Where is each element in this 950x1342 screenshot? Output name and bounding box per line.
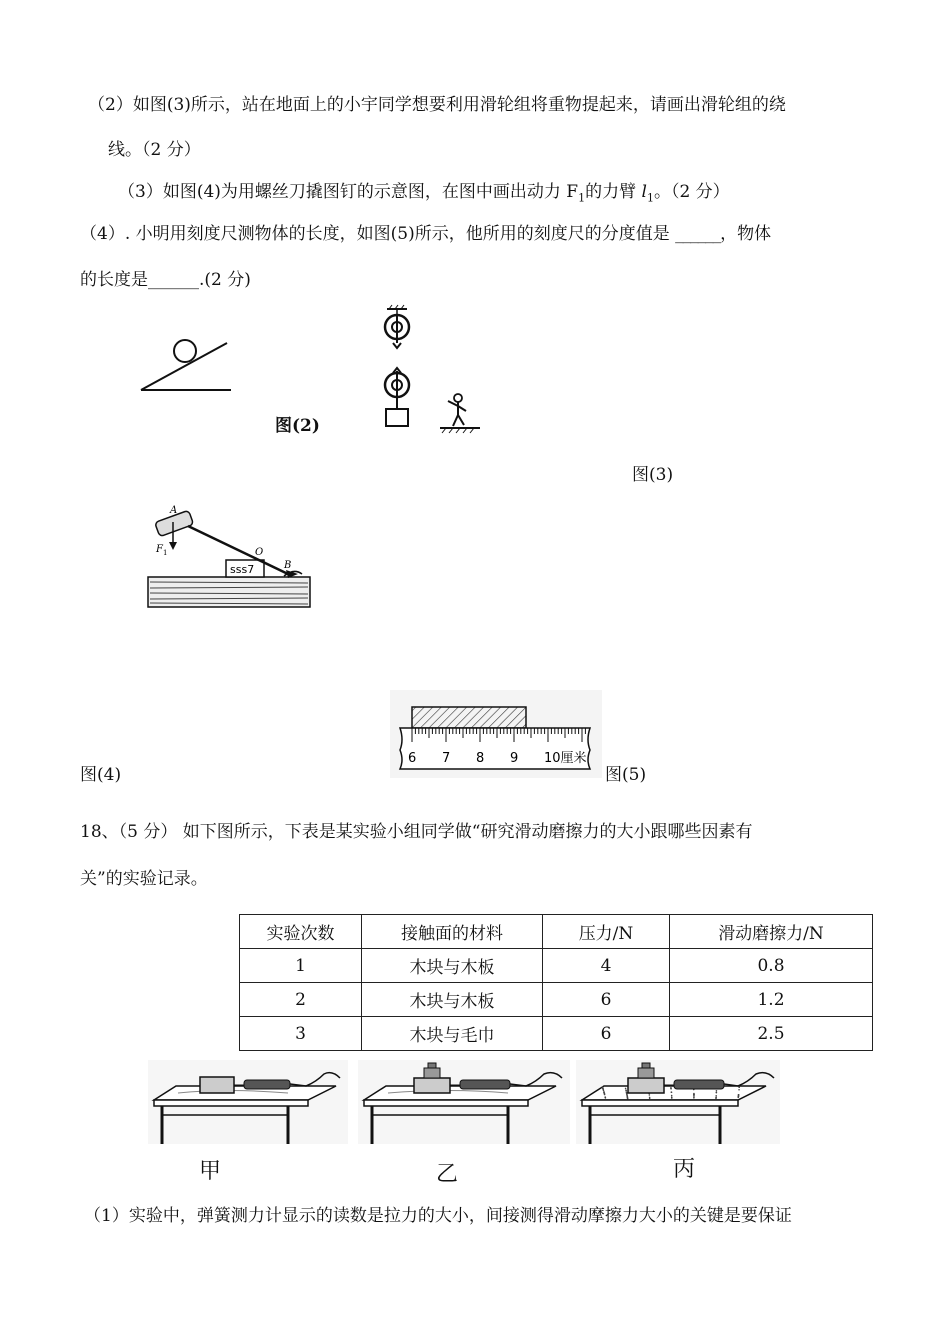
setup-label-yi: 乙 — [436, 1162, 459, 1187]
figure-4-caption: 图(4) — [80, 765, 122, 785]
q17-part4-line2: 的长度是______.(2 分) — [80, 270, 251, 290]
table-cell: 木块与木板 — [362, 983, 543, 1017]
figure-3-caption: 图(3) — [632, 465, 674, 485]
fig4-label-O: O — [255, 547, 264, 558]
ruler-label: 9 — [510, 751, 519, 766]
figure-2-caption: 图(2) — [275, 416, 320, 436]
setup-yi — [358, 1060, 570, 1144]
table-cell: 木块与木板 — [362, 949, 543, 983]
setup-label-jia: 甲 — [199, 1159, 222, 1184]
q17-part2-line2: 线。（2 分） — [108, 140, 201, 160]
table-header-cell: 压力/N — [543, 915, 670, 949]
table-header-cell: 接触面的材料 — [362, 915, 543, 949]
table-header-cell: 实验次数 — [240, 915, 362, 949]
q17-part3-line — [118, 180, 730, 210]
figure-3-pulley-system — [370, 305, 490, 435]
fig4-label-A: A — [170, 505, 178, 516]
q17-part4-text-c: ，物体 — [720, 224, 772, 244]
table-row — [240, 983, 873, 1017]
table-header-cell: 滑动磨擦力/N — [670, 915, 873, 949]
setup-label-bing: 丙 — [673, 1157, 696, 1182]
table-cell: 2.5 — [670, 1017, 873, 1051]
answer-blank-1[interactable]: ______ — [675, 224, 721, 244]
table-header-row — [240, 915, 873, 949]
figure-5-ruler — [390, 690, 602, 778]
q17-part3-l-sub: 1 — [646, 191, 654, 205]
table-cell: 6 — [543, 983, 670, 1017]
experiment-record-table — [239, 914, 873, 1051]
table-cell: 0.8 — [670, 949, 873, 983]
q17-part3-sub: 1 — [578, 191, 586, 205]
figure-4-screwdriver — [148, 502, 318, 614]
table-cell: 3 — [240, 1017, 362, 1051]
figure-2-incline — [135, 335, 245, 395]
ruler-label: 8 — [476, 751, 485, 766]
table-cell: 2 — [240, 983, 362, 1017]
fig4-label-F-sub: 1 — [163, 549, 168, 557]
svg-text:sss7: sss7 — [230, 563, 255, 576]
q17-part4-line1 — [80, 222, 771, 246]
table-cell: 木块与毛巾 — [362, 1017, 543, 1051]
setup-bing — [576, 1060, 780, 1144]
fig4-label-F: F — [156, 544, 163, 555]
q17-part3-text-c: 。（2 分） — [653, 182, 730, 202]
setup-jia — [148, 1060, 348, 1144]
q18-part1-line: （1）实验中，弹簧测力计显示的读数是拉力的大小，间接测得滑动摩擦力大小的关键是要保证 — [84, 1206, 792, 1226]
q17-part3-l: l — [641, 182, 647, 202]
ruler-label: 10厘米 — [544, 751, 587, 766]
ruler-label: 7 — [442, 751, 451, 766]
table-row — [240, 949, 873, 983]
q17-part4-text-a: （4）. 小明用刻度尺测物体的长度，如图(5)所示，他所用的刻度尺的分度值是 — [80, 224, 676, 244]
table-cell: 6 — [543, 1017, 670, 1051]
q18-intro-line2: 关”的实验记录。 — [80, 869, 208, 889]
q17-part3-text-b: 的力臂 — [585, 182, 642, 202]
q17-part2-line1: （2）如图(3)所示，站在地面上的小宇同学想要利用滑轮组将重物提起来，请画出滑轮组的绕 — [88, 95, 786, 115]
table-cell: 1.2 — [670, 983, 873, 1017]
q17-part3-text-a: （3）如图(4)为用螺丝刀撬图钉的示意图，在图中画出动力 F — [118, 182, 579, 202]
figure-5-caption: 图(5) — [605, 765, 647, 785]
table-cell: 1 — [240, 949, 362, 983]
table-cell: 4 — [543, 949, 670, 983]
fig4-label-B: B — [284, 560, 292, 571]
q18-intro-line1: 18、（5 分） 如下图所示，下表是某实验小组同学做“研究滑动磨擦力的大小跟哪些因素有 — [80, 822, 753, 842]
table-row — [240, 1017, 873, 1051]
ruler-label: 6 — [408, 751, 417, 766]
